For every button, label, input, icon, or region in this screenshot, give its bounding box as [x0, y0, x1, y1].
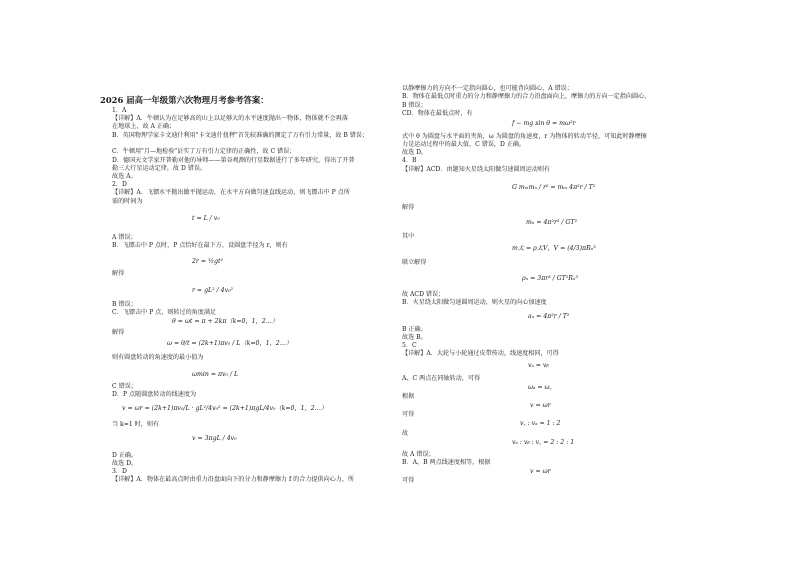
text-line: 故选 B。	[402, 334, 427, 341]
text-line: 故 A 错误；	[402, 451, 435, 458]
text-line: D．德国天文学家开普勒对他的导师——第谷观测的行星数据进行了多年研究，得出了开普	[112, 157, 355, 164]
equation: vₐ : vᵦ : v꜀ = 2 : 2 : 1	[512, 439, 575, 446]
text-line: CD．物体在最低点时，有	[402, 110, 473, 117]
equation: aₙ = 4π²r / T²	[528, 313, 570, 320]
text-line: C 错误；	[112, 383, 137, 390]
text-line: B．A、B 两点线速度相等，根据	[402, 459, 491, 466]
text-line: 【详解】A．牛顿认为在足够高的山上以足够大的水平速度抛出一物体，物体就不会再落	[112, 115, 348, 122]
text-line: 联立解得	[402, 259, 427, 266]
equation: ωₐ = ω꜀	[528, 384, 552, 391]
equation: v = 3πgL / 4v₀	[192, 435, 237, 442]
text-line: 1．A	[112, 107, 127, 114]
equation: v = ωr = (2k+1)πv₀/L · gL²/4v₀² = (2k+1)πgL/4v₀（k=0，1，2…）	[122, 405, 328, 412]
text-line: 故 ACD 错误；	[402, 291, 445, 298]
text-line: 以静摩擦力的方向不一定指向圆心，也可能背向圆心，A 错误；	[402, 85, 573, 92]
equation: G mₘmₙ / r² = mₘ 4π²r / T²	[512, 184, 596, 191]
text-line: D．P 点随圆盘转动的线速度为	[112, 391, 197, 398]
text-line: 其中	[402, 233, 415, 240]
equation: ωmin = πv₀ / L	[192, 371, 239, 378]
equation: θ = ωt = π + 2kπ（k=0，1，2…）	[172, 318, 279, 325]
text-line: B．物体在最低点时重力的分力和静摩擦力的合力沿盘面向上，摩擦力的方向一定指向圆心，	[402, 93, 651, 100]
text-line: 故选 D。	[402, 149, 428, 156]
equation: mₙ = 4π²r³ / GT²	[526, 219, 577, 226]
text-line: 故选 A。	[112, 173, 137, 180]
text-line: B 错误；	[402, 102, 427, 109]
text-line: 2．D	[112, 181, 127, 188]
text-line: B．英国物理学家卡文迪什利用"卡文迪什扭秤"首先较准确的测定了万有引力常量，故 B 错误；	[112, 132, 369, 139]
equation: v = ωr	[530, 402, 551, 409]
text-line: C．飞镖击中 P 点，则转过的角度满足	[112, 309, 217, 316]
equation: vₐ = vᵦ	[528, 362, 549, 369]
equation: t = L / v₀	[192, 215, 220, 222]
text-line: 需的时间为	[112, 198, 143, 205]
text-line: C．牛顿用"月—地检验"证实了万有引力定律的正确性，故 C 错误；	[112, 148, 296, 155]
text-line: B．飞镖击中 P 点时，P 点恰好在最下方，设圆盘半径为 r，则有	[112, 242, 288, 249]
equation: v꜀ : vₐ = 1 : 2	[520, 420, 561, 427]
text-line: 解得	[402, 204, 415, 211]
text-line: A、C 两点在同轴转动，可得	[402, 375, 481, 382]
page-title: 2026 届高一年级第六次物理月考参考答案：	[100, 95, 269, 105]
text-line: 当 k=1 时，则有	[112, 421, 160, 428]
text-line: D 正确。	[112, 452, 138, 459]
text-line: 则有圆盘转动的角速度的最小值为	[112, 354, 204, 361]
text-line: B 错误；	[112, 301, 137, 308]
text-line: 解得	[112, 270, 125, 277]
text-line: 解得	[112, 329, 125, 336]
text-line: 【详解】ACD．由题知火星绕太阳做匀速圆周运动则有	[402, 166, 551, 173]
equation: ρₙ = 3πr³ / GT²Rₙ³	[522, 275, 578, 282]
text-line: 故选 D。	[112, 460, 138, 467]
text-line: 力是运动过程中的最大值，C 错误，D 正确。	[402, 141, 526, 148]
text-line: 5．C	[402, 342, 417, 349]
text-line: 4．B	[402, 157, 417, 164]
equation: m太 = ρ太V，V = (4/3)πRₙ³	[512, 245, 596, 252]
text-line: 可得	[402, 411, 415, 418]
equation: r = gL² / 4v₀²	[192, 287, 234, 294]
text-line: B．火星绕太阳做匀速圆周运动，则火星的向心加速度	[402, 299, 547, 306]
text-line: 式中 θ 为圆盘与水平面的夹角，ω 为圆盘的角速度，r 为物体的转动半径，可知此时静摩擦	[402, 133, 647, 140]
equation: 2r = ½gt²	[192, 258, 223, 265]
text-line: 【详解】A．大轮与小轮通过皮带传动，线速度相同，可得	[402, 350, 559, 357]
text-line: 根据	[402, 393, 415, 400]
equation: ω = θ/t = (2k+1)πv₀ / L（k=0，1，2…）	[167, 340, 293, 347]
text-line: 勒三大行星运动定律，故 D 错误。	[112, 165, 207, 172]
text-line: 【详解】A．飞镖水平抛出做平抛运动，在水平方向做匀速直线运动，则飞镖击中 P 点所	[112, 189, 350, 196]
text-line: 3．D	[112, 468, 127, 475]
text-line: B 正确。	[402, 326, 427, 333]
text-line: 故	[402, 430, 409, 437]
text-line: 在地球上，故 A 正确；	[112, 123, 176, 130]
equation: f − mg sin θ = mω²r	[512, 120, 576, 127]
equation: v = ωr	[530, 468, 551, 475]
text-line: 可得	[402, 477, 415, 484]
text-line: 【详解】A．物体在最高点时由重力沿盘面向下的分力和静摩擦力 f 的合力提供向心力，所	[112, 476, 355, 483]
text-line: A 错误；	[112, 234, 137, 241]
